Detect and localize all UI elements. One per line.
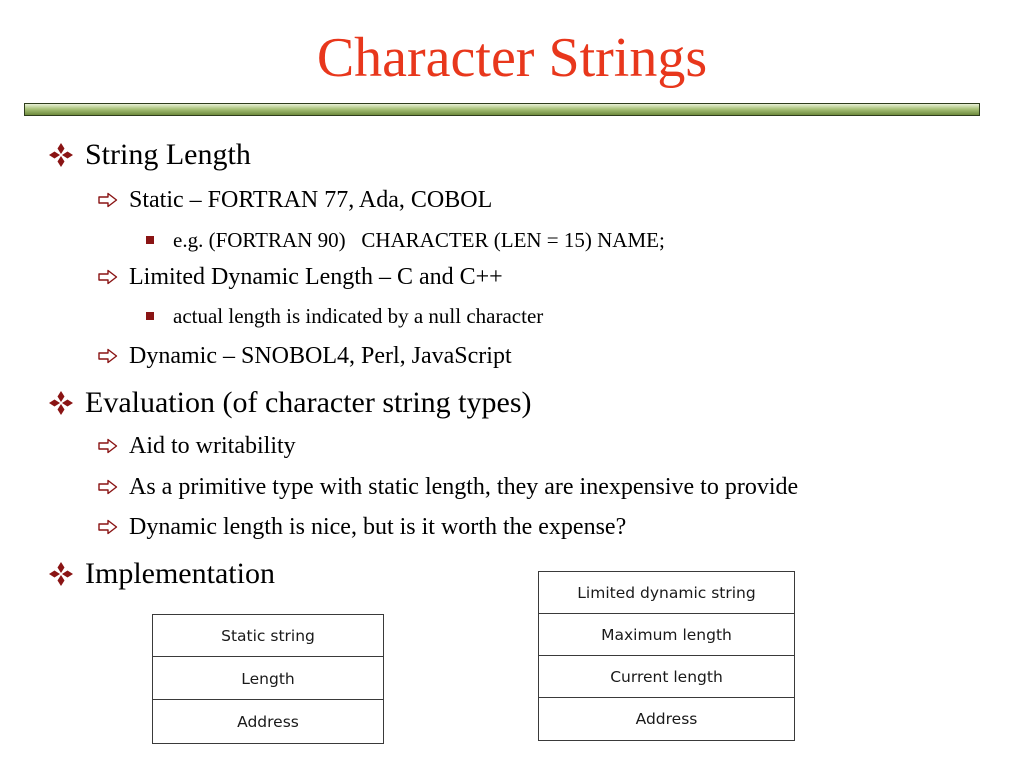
- bullet-fortran-example: [146, 228, 665, 252]
- descriptor-field-address: Address: [152, 699, 384, 744]
- bullet-text: Aid to writability: [129, 433, 296, 459]
- bullet-dynamic-length: [98, 513, 626, 541]
- bullet-static: [98, 186, 492, 214]
- arrow-bullet-icon: [98, 479, 118, 495]
- bullet-text: Dynamic – SNOBOL4, Perl, JavaScript: [129, 343, 512, 369]
- arrow-bullet-icon: [98, 348, 118, 364]
- static-string-descriptor: [152, 614, 384, 744]
- descriptor-header: Limited dynamic string: [538, 571, 795, 615]
- diamond-bullet-icon: [48, 142, 74, 168]
- bullet-limited-dynamic: [98, 263, 503, 291]
- descriptor-field-current-length: Current length: [538, 655, 795, 699]
- slide-title: Character Strings: [316, 27, 708, 89]
- diamond-bullet-icon: [48, 390, 74, 416]
- arrow-bullet-icon: [98, 192, 118, 208]
- arrow-bullet-icon: [98, 269, 118, 285]
- bullet-text: e.g. (FORTRAN 90) CHARACTER (LEN = 15) NAME;: [173, 228, 665, 252]
- diamond-bullet-icon: [48, 561, 74, 587]
- bullet-text: String Length: [85, 138, 251, 171]
- bullet-evaluation: [48, 386, 531, 420]
- bullet-primitive-type: [98, 473, 798, 501]
- bullet-text: Limited Dynamic Length – C and C++: [129, 264, 503, 290]
- square-bullet-icon: [146, 236, 154, 244]
- bullet-null-character: [146, 304, 543, 328]
- bullet-text: actual length is indicated by a null character: [173, 304, 544, 328]
- bullet-text: Dynamic length is nice, but is it worth the expense?: [129, 514, 627, 540]
- bullet-implementation: [48, 557, 275, 591]
- descriptor-field-max-length: Maximum length: [538, 613, 795, 657]
- limited-dynamic-string-descriptor: [538, 571, 795, 741]
- bullet-text: Evaluation (of character string types): [85, 386, 532, 419]
- descriptor-field-address: Address: [538, 697, 795, 741]
- bullet-text: Implementation: [85, 557, 275, 590]
- bullet-dynamic: [98, 342, 512, 370]
- bullet-string-length: [48, 138, 251, 172]
- bullet-text: As a primitive type with static length, they are inexpensive to provide: [129, 474, 799, 500]
- bullet-writability: [98, 432, 296, 460]
- descriptor-header: Static string: [152, 614, 384, 658]
- arrow-bullet-icon: [98, 519, 118, 535]
- arrow-bullet-icon: [98, 438, 118, 454]
- bullet-text: Static – FORTRAN 77, Ada, COBOL: [129, 187, 493, 213]
- square-bullet-icon: [146, 312, 154, 320]
- descriptor-field-length: Length: [152, 656, 384, 701]
